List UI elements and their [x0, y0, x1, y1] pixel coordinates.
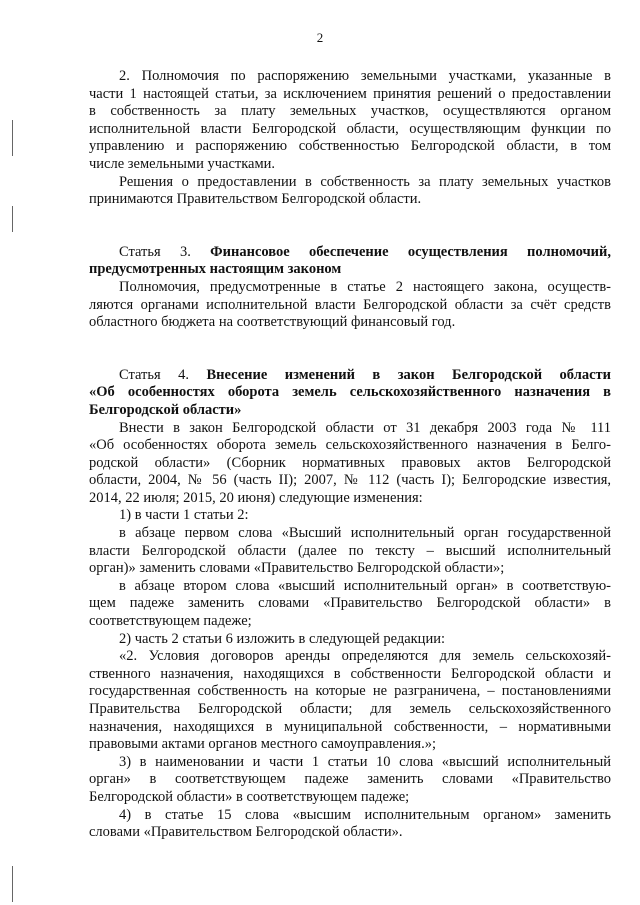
- text-line: словами «Правительством Белгородской области».: [89, 824, 403, 841]
- text-line: в собственность за плату земельных участков, осуществляются органом: [89, 103, 611, 120]
- text-line: управлению и распоряжению собственностью Белгородской области, в том: [89, 138, 611, 155]
- text-line: щем падеже заменить словами «Правительство Белгородской области» в: [89, 595, 611, 612]
- text-line: Полномочия, предусмотренные в статье 2 настоящего закона, осуществ-: [119, 278, 611, 295]
- article-4-intro: [89, 420, 611, 508]
- heading-line: Белгородской области»: [89, 401, 242, 418]
- text-line: государственная собственность на которые не разграничена, – постановлениями: [89, 683, 611, 700]
- margin-line-top: [12, 120, 13, 156]
- text-line: правовыми актами органов местного самоуправления.»;: [89, 736, 437, 753]
- text-line: орган)» заменить словами «Правительство Белгородской области»;: [89, 560, 505, 577]
- list-item-3: [89, 754, 611, 807]
- text-line: 2014, 22 июля; 2015, 20 июня) следующие изменения:: [89, 489, 423, 506]
- list-item-1: 1) в части 1 статьи 2:: [119, 507, 249, 524]
- text-line: назначения, находящихся в муниципальной собственности, – нормативными: [89, 718, 611, 735]
- text-line: 4) в статье 15 слова «высшим исполнительным органом» заменить: [119, 806, 611, 823]
- text-line: Белгородской области» в соответствующем падеже;: [89, 788, 410, 805]
- heading-line: «Об особенностях оборота земель сельскохозяйственного назначения в: [89, 384, 611, 401]
- list-item-1b: [89, 578, 611, 631]
- article-title: Внесение изменений в закон Белгородской области: [206, 366, 611, 383]
- text-line: числе земельными участками.: [89, 155, 276, 172]
- list-item-2-quote: [89, 648, 611, 754]
- text-line: принимаются Правительством Белгородской области.: [89, 191, 422, 208]
- page-number: 2: [316, 30, 324, 45]
- text-line: Правительства Белгородской области; для земель сельскохозяйственного: [89, 701, 611, 717]
- article-label: Статья 3.: [119, 243, 191, 260]
- text-line: родской области» (Сборник нормативных правовых актов Белгородской: [89, 454, 611, 471]
- text-line: ляются органами исполнительной власти Белгородской области за счёт средств: [89, 296, 611, 313]
- list-item-2: 2) часть 2 статьи 6 изложить в следующей редакции:: [119, 630, 445, 647]
- article-3-body: [89, 279, 611, 332]
- heading-line: [89, 367, 611, 385]
- text-line: «Об особенностях оборота земель сельскохозяйственного назначения в Белго-: [89, 437, 611, 454]
- margin-line-mid: [12, 206, 13, 232]
- text-line: соответствующем падеже;: [89, 613, 252, 630]
- text-line: в абзаце втором слова «высший исполнительный орган» в соответствую-: [119, 577, 611, 594]
- article-4-heading: [89, 367, 611, 420]
- article-title: Финансовое обеспечение осуществления полномочий,: [210, 243, 611, 260]
- text-line: Внести в закон Белгородской области от 31 декабря 2003 года № 111: [119, 419, 611, 436]
- article-3-heading: [89, 244, 611, 279]
- list-item-1a: [89, 525, 611, 578]
- text-line: ственного назначения, находящихся в собственности Белгородской области и: [89, 665, 611, 682]
- paragraph-2b: [89, 174, 611, 209]
- margin-line-bottom: [12, 866, 13, 902]
- text-line: 2. Полномочия по распоряжению земельными участками, указанные в: [119, 68, 611, 84]
- paragraph-2: [89, 68, 611, 174]
- text-line: Решения о предоставлении в собственность за плату земельных участков: [119, 173, 611, 190]
- text-line: власти Белгородской области (далее по тексту – высший исполнительный: [89, 542, 611, 559]
- heading-line: [89, 244, 611, 262]
- document-body: [89, 68, 611, 842]
- text-line: исполнительной власти Белгородской области, осуществляющим функции по: [89, 120, 611, 137]
- text-line: «2. Условия договоров аренды определяются для земель сельскохозяй-: [119, 648, 611, 665]
- text-line: 3) в наименовании и части 1 статьи 10 слова «высший исполнительный: [119, 753, 611, 770]
- list-item-4: [89, 807, 611, 842]
- text-line: области, 2004, № 56 (часть II); 2007, № 112 (часть I); Белгородские известия,: [89, 472, 611, 489]
- text-line: областного бюджета на соответствующий финансовый год.: [89, 314, 456, 331]
- heading-line: предусмотренных настоящим законом: [89, 261, 342, 278]
- text-line: части 1 настоящей статьи, за исключением принятия решений о предоставлении: [89, 85, 611, 102]
- text-line: орган» в соответствующем падеже заменить словами «Правительство: [89, 771, 611, 788]
- article-label: Статья 4.: [119, 366, 190, 383]
- text-line: в абзаце первом слова «Высший исполнительный орган государственной: [119, 525, 611, 542]
